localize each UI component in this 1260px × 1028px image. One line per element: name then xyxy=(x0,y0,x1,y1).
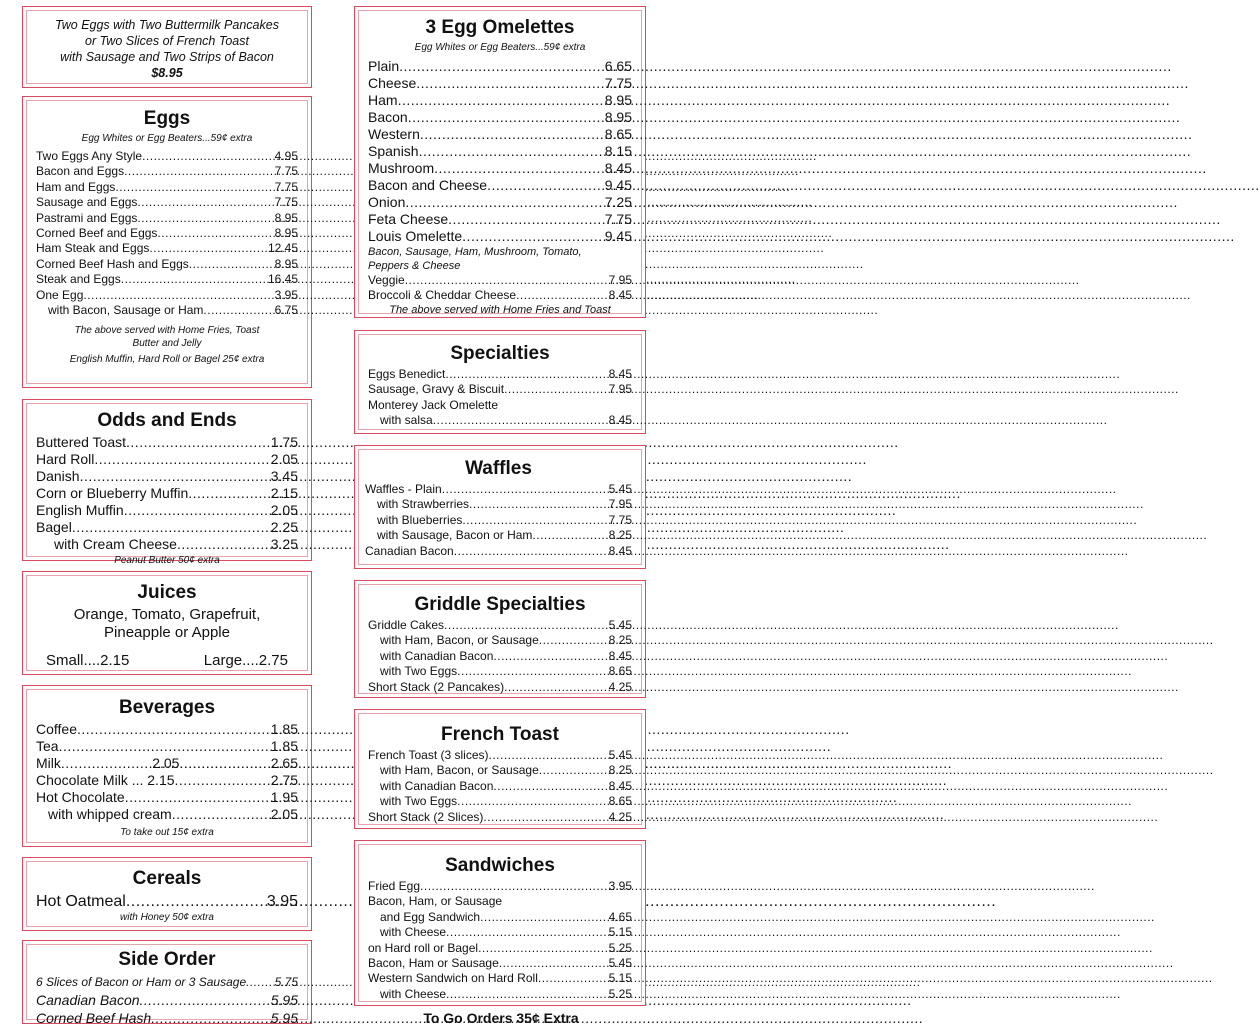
item-label: Coffee xyxy=(36,721,77,737)
menu-item xyxy=(365,497,632,512)
menu-item xyxy=(368,92,632,109)
menu-list xyxy=(36,434,298,553)
item-price: 7.95 xyxy=(608,273,632,287)
menu-item: with salsa ..... 8.45 xyxy=(368,413,632,428)
item-label: Corned Beef Hash and Eggs xyxy=(36,256,189,271)
item-label: with Ham, Bacon, or Sausage xyxy=(380,633,539,648)
section-title: Beverages xyxy=(118,697,216,718)
item-label: Hot Chocolate xyxy=(36,789,125,805)
menu-item xyxy=(36,195,298,210)
section-title: Sandwiches xyxy=(445,855,555,876)
item-price: 7.75 xyxy=(274,164,298,179)
item-price: 7.75 xyxy=(274,195,298,210)
section-note: The above served with Home Fries, Toast xyxy=(74,325,260,337)
item-label: Short Stack (2 Slices) xyxy=(368,809,484,824)
item-price: 5.45 xyxy=(608,482,632,496)
menu-item xyxy=(368,987,632,1002)
item-price: 3.25 xyxy=(270,536,298,552)
juices-section xyxy=(22,571,312,675)
item-price: 16.45 xyxy=(267,272,298,287)
item-label: with Bacon, Sausage or Ham xyxy=(48,303,204,318)
item-price: 5.25 xyxy=(608,940,632,955)
griddle-section xyxy=(354,580,646,698)
item-label: Eggs Benedict xyxy=(368,367,446,381)
menu-item xyxy=(368,664,632,679)
item-label: Plain xyxy=(368,58,400,74)
item-label: Sausage, Gravy & Biscuit xyxy=(368,382,505,397)
item-price: 8.25 xyxy=(608,528,632,543)
item-label: and Egg Sandwich xyxy=(380,909,481,924)
item-label: Danish xyxy=(36,468,80,484)
item-label: Ham xyxy=(368,92,398,108)
item-label: Canadian Bacon xyxy=(36,992,140,1008)
item-price: 8.25 xyxy=(608,763,632,778)
item-price: 8.95 xyxy=(604,92,632,108)
item-label: Veggie xyxy=(368,273,405,287)
menu-list xyxy=(368,58,632,245)
item-label: Chocolate Milk ... 2.15 xyxy=(36,772,175,788)
item-label: Cheese xyxy=(368,75,417,91)
section-subtitle: Egg Whites or Egg Beaters...59¢ extra xyxy=(81,133,253,144)
item-price: 8.45 xyxy=(608,288,632,303)
menu-item xyxy=(368,941,632,956)
section-note: To take out 15¢ extra xyxy=(120,827,214,838)
item-price: 5.25 xyxy=(608,986,632,1001)
specialties-section xyxy=(354,330,646,434)
eggs-section xyxy=(22,96,312,388)
section-title: Waffles xyxy=(465,458,532,479)
item-price: 5.15 xyxy=(608,925,632,940)
item-price: 5.45 xyxy=(608,748,632,762)
menu-item xyxy=(36,451,298,468)
menu-item xyxy=(365,513,632,528)
menu-item xyxy=(368,177,632,194)
menu-list xyxy=(36,973,298,1027)
menu-item xyxy=(368,211,632,228)
menu-item xyxy=(36,180,298,195)
item-price: 8.95 xyxy=(274,226,298,241)
item-price: 8.45 xyxy=(608,648,632,663)
item-label: Hard Roll xyxy=(36,451,95,467)
item-label: with Cheese xyxy=(380,986,447,1001)
section-title: Cereals xyxy=(132,868,202,889)
menu-item xyxy=(36,502,298,519)
item-label: with Canadian Bacon xyxy=(380,778,494,793)
side-order-section xyxy=(22,940,312,1024)
combo-line: or Two Slices of French Toast xyxy=(85,34,249,48)
menu-item xyxy=(36,288,298,303)
item-price: 5.95 xyxy=(270,992,298,1008)
item-price: 4.25 xyxy=(608,809,632,824)
menu-item xyxy=(36,536,298,553)
menu-list xyxy=(368,748,632,825)
menu-item xyxy=(36,468,298,485)
menu-item xyxy=(368,273,632,288)
menu-item xyxy=(36,164,298,179)
item-label: Bacon and Eggs xyxy=(36,164,125,179)
item-label: Two Eggs Any Style xyxy=(36,149,143,163)
item-label: Onion xyxy=(368,194,406,210)
menu-list xyxy=(368,273,632,304)
juice-options: Pineapple or Apple xyxy=(104,624,230,641)
section-title: Juices xyxy=(137,582,197,603)
item-price: 8.45 xyxy=(608,543,632,558)
omelettes-section xyxy=(354,6,646,318)
menu-item xyxy=(368,160,632,177)
menu-item xyxy=(368,649,632,664)
item-label: One Egg xyxy=(36,287,84,302)
item-label: with whipped cream xyxy=(48,806,172,822)
menu-list xyxy=(368,879,632,1002)
menu-item xyxy=(36,973,298,991)
combo-line: Two Eggs with Two Buttermilk Pancakes xyxy=(55,18,279,32)
menu-item xyxy=(368,794,632,809)
item-price: 2.75 xyxy=(270,772,298,788)
juice-options: Orange, Tomato, Grapefruit, xyxy=(73,606,261,623)
item-price: 8.65 xyxy=(608,794,632,809)
item-label: 6 Slices of Bacon or Ham or 3 Sausage xyxy=(36,975,247,989)
item-price: 9.45 xyxy=(604,177,632,193)
item-price: 5.45 xyxy=(608,956,632,971)
item-price: 1.75 xyxy=(270,434,298,450)
item-price: 1.95 xyxy=(270,789,298,805)
item-label: Corned Beef Hash xyxy=(36,1010,152,1026)
item-label: with Two Eggs xyxy=(380,664,458,679)
menu-item xyxy=(36,434,298,451)
item-price: 6.65 xyxy=(604,58,632,74)
item-price: 4.25 xyxy=(608,679,632,694)
combo-line: with Sausage and Two Strips of Bacon xyxy=(60,50,274,64)
section-title: 3 Egg Omelettes xyxy=(425,17,575,38)
item-label: with Canadian Bacon xyxy=(380,648,494,663)
item-label: Mushroom xyxy=(368,160,435,176)
menu-item xyxy=(368,126,632,143)
menu-item xyxy=(368,228,632,245)
item-label: with Sausage, Bacon or Ham xyxy=(377,528,533,543)
section-note: Peanut Butter 50¢ extra xyxy=(114,555,220,566)
item-label: English Muffin xyxy=(36,502,124,518)
waffles-section xyxy=(354,445,646,569)
menu-item xyxy=(368,748,632,763)
menu-item xyxy=(368,971,632,986)
item-label: Spanish xyxy=(368,143,419,159)
menu-item xyxy=(365,482,632,497)
menu-list xyxy=(368,367,632,398)
item-price: 8.65 xyxy=(604,126,632,142)
menu-item xyxy=(368,58,632,75)
louis-description: Peppers & Cheese xyxy=(368,260,461,272)
item-label: Western xyxy=(368,126,420,142)
menu-item xyxy=(36,806,298,823)
item-label: with Two Eggs xyxy=(380,794,458,809)
item-label: Sausage and Eggs xyxy=(36,195,138,210)
section-note: with Honey 50¢ extra xyxy=(120,912,214,923)
menu-item xyxy=(368,810,632,825)
item-price: 8.45 xyxy=(604,160,632,176)
menu-item: Monterey Jack Omelette xyxy=(368,397,499,412)
item-label: Milk xyxy=(36,755,61,771)
item-label: Ham Steak and Eggs xyxy=(36,241,150,256)
item-price: 3.95 xyxy=(608,879,632,893)
item-label: Bacon and Cheese xyxy=(368,177,488,193)
menu-item xyxy=(368,680,632,695)
menu-item xyxy=(36,272,298,287)
item-price: 2.15 xyxy=(270,485,298,501)
item-price: 4.95 xyxy=(274,149,298,163)
item-label: with Cream Cheese xyxy=(54,536,177,552)
item-price: 2.65 xyxy=(270,755,298,771)
item-price: 3.95 xyxy=(274,287,298,302)
item-label: Bacon, Ham, or Sausage xyxy=(368,894,503,909)
menu-item xyxy=(365,528,632,543)
item-label: Corned Beef and Eggs xyxy=(36,226,158,241)
section-title: Eggs xyxy=(143,108,191,129)
menu-item xyxy=(368,618,632,633)
item-price: 2.05 xyxy=(270,451,298,467)
menu-item xyxy=(36,519,298,536)
juice-small: Small....2.15 xyxy=(46,652,130,669)
section-note: The above served with Home Fries and Toast xyxy=(389,303,611,316)
menu-item xyxy=(36,721,298,738)
menu-item xyxy=(368,143,632,160)
menu-item xyxy=(368,633,632,648)
item-price: 7.75 xyxy=(604,75,632,91)
item-price: 5.45 xyxy=(608,618,632,632)
item-price: 8.25 xyxy=(608,633,632,648)
section-note: English Muffin, Hard Roll or Bagel 25¢ extra xyxy=(69,354,265,366)
item-label: Buttered Toast xyxy=(36,434,127,450)
item-price: 5.15 xyxy=(608,971,632,986)
item-price: 1.85 xyxy=(270,721,298,737)
item-label: Steak and Eggs xyxy=(36,272,121,287)
item-label: with Strawberries xyxy=(377,497,470,512)
menu-list xyxy=(368,618,632,695)
item-label: French Toast (3 slices) xyxy=(368,748,489,762)
combo-price: $8.95 xyxy=(151,66,183,80)
menu-item xyxy=(36,211,298,226)
menu-item xyxy=(36,149,298,164)
item-label: Western Sandwich on Hard Roll xyxy=(368,971,538,986)
beverages-section xyxy=(22,685,312,847)
menu-item xyxy=(368,109,632,126)
menu-item xyxy=(368,925,632,940)
item-price: 7.95 xyxy=(608,382,632,397)
item-price: 8.95 xyxy=(274,210,298,225)
juice-large: Large....2.75 xyxy=(203,652,288,669)
menu-item xyxy=(36,303,298,318)
menu-item: Hot Oatmeal ..... 3.95 xyxy=(36,892,298,911)
item-label: with Ham, Bacon, or Sausage xyxy=(380,763,539,778)
section-subtitle: Egg Whites or Egg Beaters...59¢ extra xyxy=(414,42,586,53)
section-title: Griddle Specialties xyxy=(414,594,586,615)
item-price: 8.95 xyxy=(274,256,298,271)
item-price: 9.45 xyxy=(604,228,632,244)
item-label: Waffles - Plain xyxy=(365,482,442,496)
section-title: Side Order xyxy=(118,949,216,970)
menu-item xyxy=(368,779,632,794)
menu-item xyxy=(368,194,632,211)
item-price: 6.75 xyxy=(274,303,298,318)
item-price: 12.45 xyxy=(267,241,298,256)
menu-list xyxy=(365,482,632,559)
cereals-section xyxy=(22,857,312,931)
odds-and-ends-section xyxy=(22,399,312,566)
louis-description: Bacon, Sausage, Ham, Mushroom, Tomato, xyxy=(368,246,582,258)
item-label: Fried Egg xyxy=(368,879,421,893)
combo-special-box xyxy=(22,6,312,88)
item-label: Louis Omelette xyxy=(368,228,463,244)
item-price: 8.45 xyxy=(608,778,632,793)
item-label: Broccoli & Cheddar Cheese xyxy=(368,288,517,303)
menu-item xyxy=(36,789,298,806)
menu-item xyxy=(368,382,632,397)
menu-list xyxy=(36,721,298,823)
item-label: Corn or Blueberry Muffin xyxy=(36,485,189,501)
menu-item xyxy=(368,894,632,909)
item-price-small: 2.05 xyxy=(152,755,180,771)
item-price: 5.95 xyxy=(270,1010,298,1026)
item-price: 5.75 xyxy=(274,975,298,989)
item-label: Griddle Cakes xyxy=(368,618,445,632)
menu-item xyxy=(36,755,298,772)
menu-item xyxy=(36,257,298,272)
section-title: Specialties xyxy=(450,343,550,364)
section-note: Butter and Jelly xyxy=(132,338,202,350)
item-label: Pastrami and Eggs xyxy=(36,210,138,225)
item-price: 2.25 xyxy=(270,519,298,535)
item-price: 7.75 xyxy=(274,179,298,194)
item-label: Short Stack (2 Pancakes) xyxy=(368,679,505,694)
menu-item xyxy=(368,763,632,778)
item-price: 8.65 xyxy=(608,664,632,679)
menu-item xyxy=(36,772,298,789)
item-price: 1.85 xyxy=(270,738,298,754)
item-label: Bagel xyxy=(36,519,72,535)
menu-list xyxy=(36,149,298,318)
item-price: 3.45 xyxy=(270,468,298,484)
menu-item xyxy=(36,241,298,256)
section-title: Odds and Ends xyxy=(97,410,237,431)
menu-item xyxy=(36,1009,298,1027)
item-price: 7.75 xyxy=(608,512,632,527)
menu-item xyxy=(36,226,298,241)
item-label: Ham and Eggs xyxy=(36,179,116,194)
item-price: 7.25 xyxy=(604,194,632,210)
item-price: 8.45 xyxy=(608,367,632,381)
item-price: 2.05 xyxy=(270,502,298,518)
item-price: 2.05 xyxy=(270,806,298,822)
menu-item xyxy=(368,956,632,971)
item-label: Feta Cheese xyxy=(368,211,449,227)
item-price: 7.95 xyxy=(608,497,632,512)
menu-item xyxy=(36,485,298,502)
item-price: 8.95 xyxy=(604,109,632,125)
item-label: Bacon, Ham or Sausage xyxy=(368,956,499,971)
item-label: with Blueberries xyxy=(377,512,463,527)
menu-item xyxy=(368,367,632,382)
item-price: 7.75 xyxy=(604,211,632,227)
item-label: with Cheese xyxy=(380,925,447,940)
to-go-footer: To Go Orders 35¢ Extra xyxy=(423,1010,579,1026)
sandwiches-section xyxy=(354,840,646,1006)
menu-item xyxy=(36,738,298,755)
menu-item xyxy=(368,910,632,925)
item-price: 4.65 xyxy=(608,909,632,924)
item-label: Tea xyxy=(36,738,59,754)
section-title: French Toast xyxy=(441,724,559,745)
menu-item xyxy=(368,288,632,303)
menu-item xyxy=(368,879,632,894)
item-label: Canadian Bacon xyxy=(365,543,454,558)
menu-item xyxy=(36,991,298,1009)
menu-item xyxy=(365,544,632,559)
french-toast-section xyxy=(354,709,646,829)
item-label: on Hard roll or Bagel xyxy=(368,940,479,955)
item-price: 8.15 xyxy=(604,143,632,159)
menu-item xyxy=(368,75,632,92)
item-label: Bacon xyxy=(368,109,408,125)
